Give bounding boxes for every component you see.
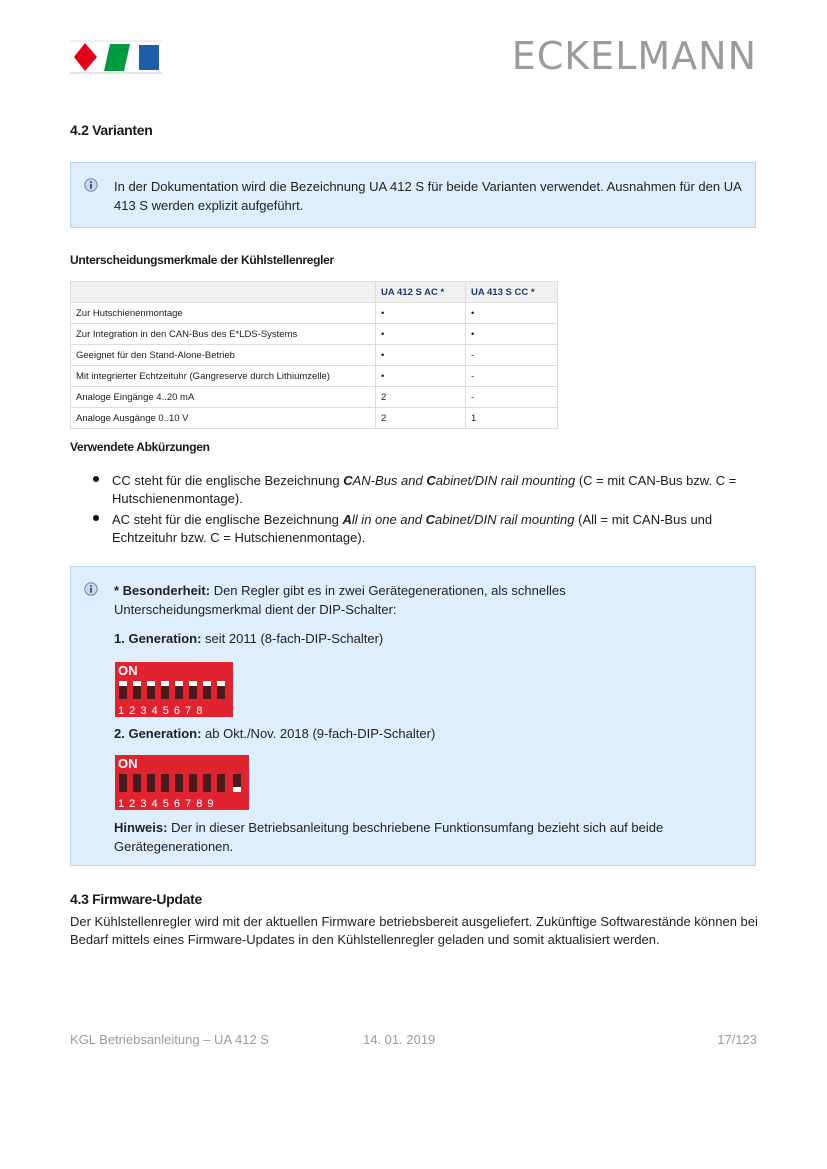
dip-switch-lever (233, 774, 241, 792)
table-cell: • (466, 303, 558, 324)
info-text-documentation: In der Dokumentation wird die Bezeichnung UA 412 S für beide Varianten verwendet. Ausnahmen für den UA 413 S werden explizit aufgeführt. (114, 179, 742, 213)
table-cell: Zur Hutschienenmontage (71, 303, 376, 324)
gen2-text (114, 724, 714, 743)
table-row (71, 345, 558, 366)
dip-on-label: ON (118, 663, 138, 678)
dip-switch-lever (161, 774, 169, 792)
dip-switch-lever (119, 681, 127, 699)
ac-text-italic: ll in one and (351, 512, 426, 527)
firmware-text: Der Kühlstellenregler wird mit der aktuellen Firmware betriebsbereit ausgeliefert. Zukünftige Softwarestände können bei Bedarf mittels eines Firmware-Updates in den Kühlstellenregler geladen und somit aktualisiert werden. (70, 914, 758, 947)
table-header-cell: UA 413 S CC * (466, 282, 558, 303)
gen1-body: seit 2011 (8-fach-DIP-Schalter) (201, 631, 384, 646)
gen2-body: ab Okt./Nov. 2018 (9-fach-DIP-Schalter) (201, 726, 436, 741)
table-cell: 2 (376, 408, 466, 429)
dip-numbers: 1 2 3 4 5 6 7 8 9 (118, 798, 214, 810)
table-row (71, 387, 558, 408)
hint-text (114, 818, 724, 856)
dip-switch-lever (175, 774, 183, 792)
table-row (71, 303, 558, 324)
table-cell: • (466, 324, 558, 345)
info-icon (84, 582, 98, 596)
info-icon (84, 178, 98, 192)
special-text (114, 581, 714, 619)
gen1-text (114, 629, 714, 648)
table-cell: - (466, 387, 558, 408)
table-heading: Unterscheidungsmerkmale der Kühlstellenregler (70, 253, 334, 267)
info-box-documentation (70, 162, 756, 228)
footer-date: 14. 01. 2019 (363, 1032, 436, 1047)
table-cell: Mit integrierter Echtzeituhr (Gangreserve durch Lithiumzelle) (71, 366, 376, 387)
table-cell: Analoge Ausgänge 0..10 V (71, 408, 376, 429)
special-label: * Besonderheit: (114, 583, 211, 598)
footer-document-title: KGL Betriebsanleitung – UA 412 S (70, 1032, 269, 1047)
table-cell: 1 (466, 408, 558, 429)
list-item-ac (112, 511, 742, 547)
ac-highlight-letter: C (425, 512, 436, 527)
table-cell: - (466, 345, 558, 366)
dip-switch-lever (189, 774, 197, 792)
table-header-cell (71, 282, 376, 303)
table-cell: 2 (376, 387, 466, 408)
dip-switch-lever (175, 681, 183, 699)
hint-body: Der in dieser Betriebsanleitung beschriebene Funktionsumfang bezieht sich auf beide Gerätegenerationen. (114, 820, 664, 854)
table-cell: Geeignet für den Stand-Alone-Betrieb (71, 345, 376, 366)
cc-text-post: (C = mit CAN-Bus bzw. C = Hutschienenmontage). (112, 473, 737, 506)
dip-switch-lever (217, 774, 225, 792)
table-cell: Zur Integration in den CAN-Bus des E*LDS-Systems (71, 324, 376, 345)
dip-switch-lever (133, 774, 141, 792)
dip-switch-8 (115, 662, 233, 717)
table-cell: • (376, 324, 466, 345)
eckelmann-logo (70, 40, 162, 74)
footer-page-number: 17/123 (717, 1032, 757, 1047)
table-row (71, 324, 558, 345)
ac-highlight-letter: A (342, 512, 352, 527)
ac-text-post: (All = mit CAN-Bus und Echtzeituhr bzw. C = Hutschienenmontage). (112, 512, 713, 545)
table-header-row (71, 282, 558, 303)
dip-switch-lever (147, 681, 155, 699)
brand-name: ECKELMANN (511, 34, 757, 78)
gen2-label: 2. Generation: (114, 726, 202, 741)
abbreviations-heading: Verwendete Abkürzungen (70, 440, 210, 454)
table-cell: • (376, 303, 466, 324)
comparison-table (70, 281, 558, 429)
ac-text-pre: AC steht für die englische Bezeichnung (112, 512, 343, 527)
dip-switch-9 (115, 755, 249, 810)
gen1-label: 1. Generation: (114, 631, 202, 646)
cc-highlight-letter: C (426, 473, 436, 488)
hint-label: Hinweis: (114, 820, 168, 835)
abbreviations-list (112, 472, 742, 550)
dip-switch-lever (133, 681, 141, 699)
cc-text-italic: abinet/DIN rail mounting (435, 473, 576, 488)
dip-switch-lever (119, 774, 127, 792)
cc-text-pre: CC steht für die englische Bezeichnung (112, 473, 344, 488)
cc-highlight-letter: C (343, 473, 353, 488)
dip-switch-lever (217, 681, 225, 699)
section-heading-firmware: 4.3 Firmware-Update (70, 891, 203, 907)
table-row (71, 366, 558, 387)
table-row (71, 408, 558, 429)
table-cell: • (376, 366, 466, 387)
table-cell: Analoge Eingänge 4..20 mA (71, 387, 376, 408)
dip-on-label: ON (118, 756, 138, 771)
cc-text-italic: AN-Bus and (352, 473, 427, 488)
table-cell: - (466, 366, 558, 387)
section-heading-variants: 4.2 Varianten (70, 122, 153, 138)
special-body: Den Regler gibt es in zwei Gerätegenerationen, als schnelles Unterscheidungsmerkmal dient der DIP-Schalter: (114, 583, 566, 617)
dip-switch-lever (203, 681, 211, 699)
dip-switch-lever (161, 681, 169, 699)
dip-switch-lever (147, 774, 155, 792)
table-header-cell: UA 412 S AC * (376, 282, 466, 303)
table-cell: • (376, 345, 466, 366)
dip-numbers: 1 2 3 4 5 6 7 8 (118, 705, 203, 717)
ac-text-italic: abinet/DIN rail mounting (435, 512, 575, 527)
dip-switch-lever (203, 774, 211, 792)
list-item-cc (112, 472, 742, 508)
dip-switch-lever (189, 681, 197, 699)
